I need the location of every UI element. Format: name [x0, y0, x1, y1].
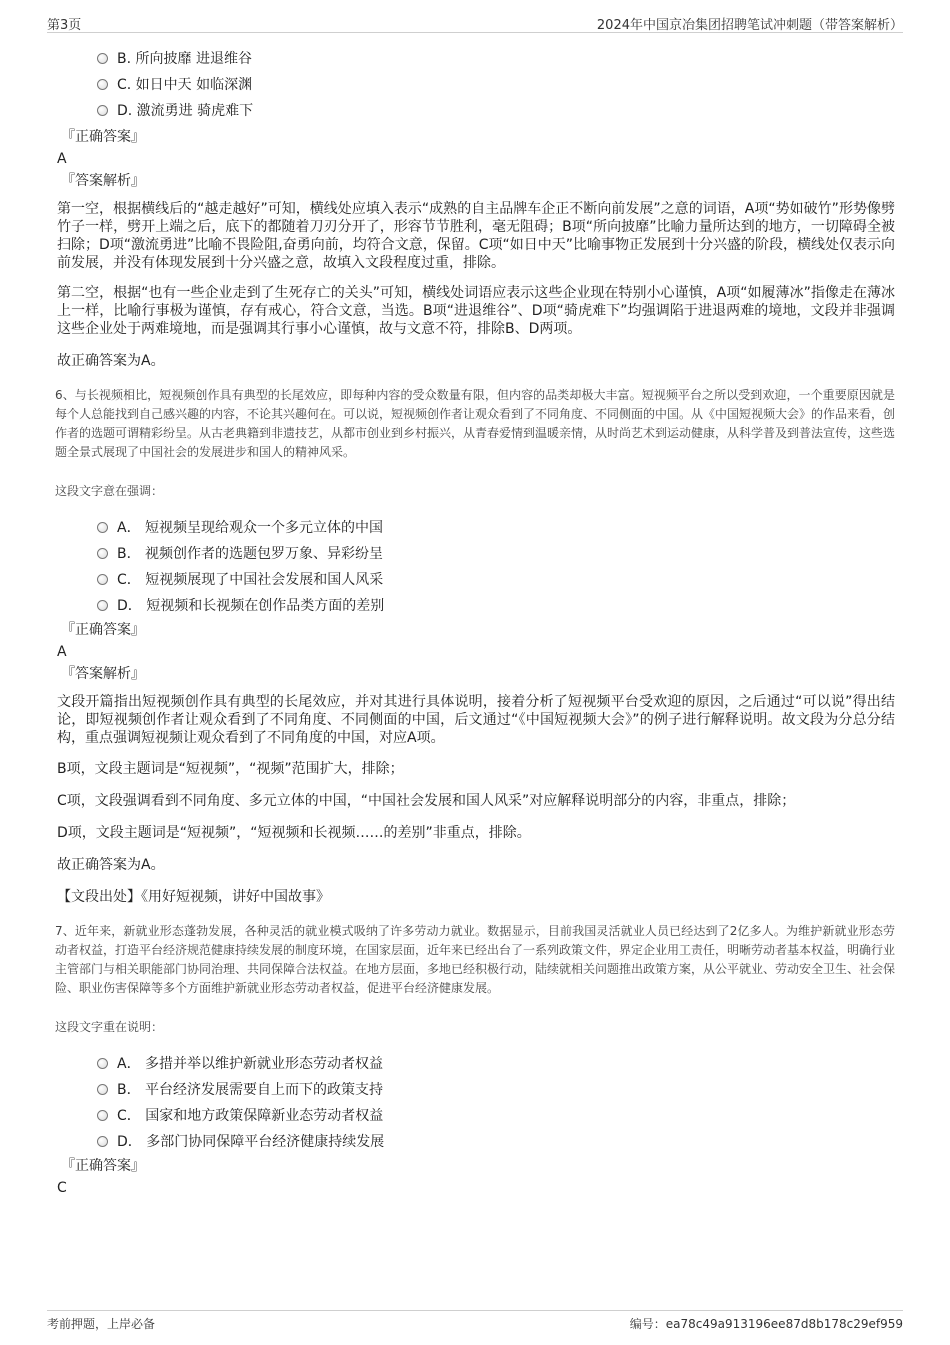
radio-icon[interactable]: [97, 1136, 108, 1147]
q7-answer: C: [57, 1180, 67, 1196]
q7-answer-label: 『正确答案』: [61, 1158, 145, 1174]
radio-icon[interactable]: [97, 574, 108, 585]
option-label: C． 短视频展现了中国社会发展和国人风采: [117, 572, 384, 588]
radio-icon[interactable]: [97, 1084, 108, 1095]
radio-icon[interactable]: [97, 79, 108, 90]
q6-analysis-option-c: C项，文段强调看到不同角度、多元立体的中国，“中国社会发展和国人风采”对应解释说明部分的内容，非重点，排除；: [57, 793, 796, 809]
q6-option-a[interactable]: [97, 515, 895, 541]
q5-option-b[interactable]: [97, 46, 895, 72]
q6-option-b[interactable]: [97, 541, 895, 567]
radio-icon[interactable]: [97, 1058, 108, 1069]
option-label: D. 激流勇进 骑虎难下: [117, 103, 254, 119]
q5-option-d[interactable]: [97, 98, 895, 124]
document-code: 编号：ea78c49a913196ee87d8b178c29ef959: [629, 1317, 903, 1331]
radio-icon[interactable]: [97, 600, 108, 611]
q5-analysis-para: 第一空，根据横线后的“越走越好”可知，横线处应填入表示“成熟的自主品牌车企正不断向前发展”之意的词语，A项“势如破竹”形势像劈竹子一样，劈开上端之后，底下的都随着刀刃分开了，形容节节胜利，毫无阻碍；B项“所向披靡”比喻力量所达到的地方，一切障碍全被扫除；D项“激流勇进”比喻不畏险阻,奋勇向前，均符合文意，保留。C项“如日中天”比喻事物正发展到十分兴盛的阶段，横线处仅表示向前发展，并没有体现发展到十分兴盛之意，故填入文段程度过重，排除。: [57, 201, 896, 271]
option-label: B. 所向披靡 进退维谷: [117, 51, 252, 67]
q6-answer-label: 『正确答案』: [61, 622, 145, 638]
q6-analysis-para: 文段开篇指出短视频创作具有典型的长尾效应，并对其进行具体说明，接着分析了短视频平台受欢迎的原因，之后通过“可以说”得出结论，即短视频创作者让观众看到了不同角度、不同侧面的中国，后文通过“《中国短视频大会》”的例子进行解释说明。故文段为分总分结构，重点强调短视频让观众看到了不同角度的中国，对应A项。: [57, 694, 895, 746]
radio-icon[interactable]: [97, 548, 108, 559]
q6-text: 6、与长视频相比，短视频创作具有典型的长尾效应，即每种内容的受众数量有限，但内容的品类却极大丰富。短视频平台之所以受到欢迎，一个重要原因就是每个人总能找到自己感兴趣的内容，不论其兴趣何在。可以说，短视频创作者让观众看到了不同角度、不同侧面的中国。从《中国短视频大会》的作品来看，创作者的选题可谓精彩纷呈。从古老典籍到非遗技艺，从都市创业到乡村振兴，从青春爱情到温暖亲情，从时尚艺术到运动健康，从科学普及到普法宣传，这些选题全景式展现了中国社会的发展进步和国人的精神风采。: [55, 388, 896, 459]
radio-icon[interactable]: [97, 522, 108, 533]
option-label: C． 国家和地方政策保障新业态劳动者权益: [117, 1108, 384, 1124]
radio-icon[interactable]: [97, 105, 108, 116]
radio-icon[interactable]: [97, 1110, 108, 1121]
option-label: A． 短视频呈现给观众一个多元立体的中国: [117, 520, 384, 536]
option-label: B． 视频创作者的选题包罗万象、异彩纷呈: [117, 546, 384, 562]
q6-answer: A: [57, 644, 67, 660]
q6-prompt: 这段文字意在强调：: [55, 484, 164, 498]
q5-option-c[interactable]: [97, 72, 895, 98]
option-label: D． 短视频和长视频在创作品类方面的差别: [117, 598, 385, 614]
option-label: D． 多部门协同保障平台经济健康持续发展: [117, 1134, 385, 1150]
q7-text: 7、近年来，新就业形态蓬勃发展，各种灵活的就业模式吸纳了许多劳动力就业。数据显示，目前我国灵活就业人员已经达到了2亿多人。为维护新就业形态劳动者权益，打造平台经济规范健康持续发展的制度环境，在国家层面，近年来已经出台了一系列政策文件，界定企业用工责任，明晰劳动者基本权益，明确行业主管部门与相关职能部门协同治理、共同保障合法权益。在地方层面，多地已经积极行动，陆续就相关问题推出政策方案，从公平就业、劳动安全卫生、社会保险、职业伤害保障等多个方面维护新就业形态劳动者权益，促进平台经济健康发展。: [55, 924, 896, 995]
q6-analysis-option-b: B项，文段主题词是“短视频”，“视频”范围扩大，排除；: [57, 761, 404, 777]
q7-option-a[interactable]: [97, 1051, 895, 1077]
q5-conclusion: 故正确答案为A。: [57, 353, 165, 369]
q7-option-b[interactable]: [97, 1077, 895, 1103]
q6-option-d[interactable]: [97, 593, 895, 619]
q6-option-c[interactable]: [97, 567, 895, 593]
option-label: A． 多措并举以维护新就业形态劳动者权益: [117, 1056, 384, 1072]
q7-option-d[interactable]: [97, 1129, 895, 1155]
q6-source: 【文段出处】《用好短视频，讲好中国故事》: [57, 889, 330, 905]
q5-answer-label: 『正确答案』: [61, 129, 145, 145]
page-content: [55, 42, 895, 1199]
q5-analysis-para: 第二空，根据“也有一些企业走到了生死存亡的关头”可知，横线处词语应表示这些企业现在特别小心谨慎，A项“如履薄冰”指像走在薄冰上一样，比喻行事极为谨慎，存有戒心，符合文意，当选。B项“进退维谷”、D项“骑虎难下”均强调陷于进退两难的境地，文段并非强调这些企业处于两难境地，而是强调其行事小心谨慎，故与文意不符，排除B、D两项。: [57, 285, 895, 337]
option-label: C. 如日中天 如临深渊: [117, 77, 253, 93]
radio-icon[interactable]: [97, 53, 108, 64]
page-header: [47, 12, 903, 33]
q6-options: [97, 515, 895, 619]
option-label: B． 平台经济发展需要自上而下的政策支持: [117, 1082, 384, 1098]
q5-analysis-label: 『答案解析』: [61, 173, 145, 189]
q6-analysis-option-d: D项，文段主题词是“短视频”，“短视频和长视频……的差别”非重点，排除。: [57, 825, 531, 841]
q5-options: [97, 46, 895, 124]
page-number: 第3页: [47, 18, 82, 33]
q6-conclusion: 故正确答案为A。: [57, 857, 165, 873]
q7-prompt: 这段文字重在说明：: [55, 1020, 164, 1034]
q6-analysis-label: 『答案解析』: [61, 666, 145, 682]
q5-answer: A: [57, 151, 67, 167]
document-title: 2024年中国京冶集团招聘笔试冲刺题（带答案解析）: [596, 18, 903, 33]
q7-options: [97, 1051, 895, 1155]
q7-option-c[interactable]: [97, 1103, 895, 1129]
footer-slogan: 考前押题，上岸必备: [47, 1317, 156, 1331]
page-footer: [47, 1310, 903, 1335]
